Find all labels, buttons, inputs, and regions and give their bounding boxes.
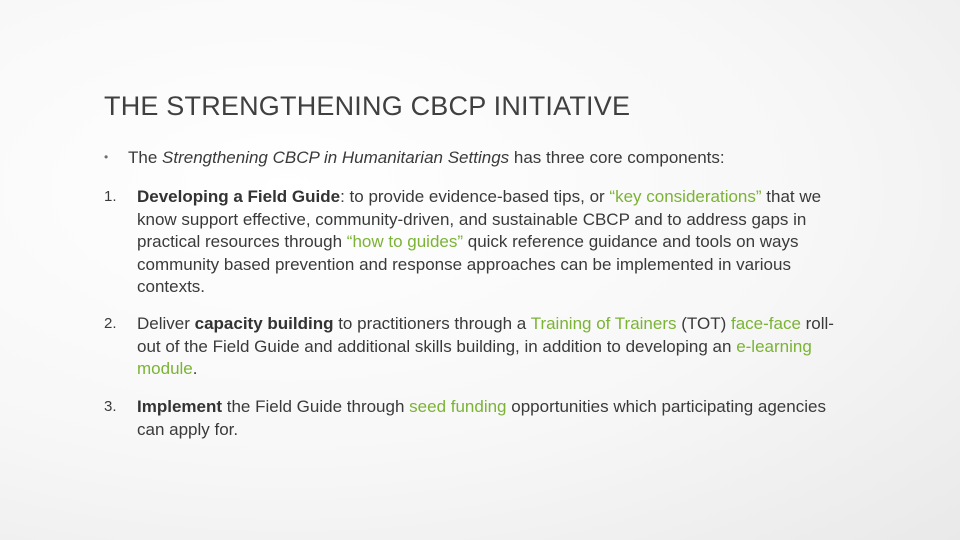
item-number: 3.	[104, 398, 117, 415]
item-text-part: quick reference guidance and tools on ways community based prevention and response approaches can be implemented in various contexts.	[137, 232, 799, 297]
item-text-part: roll-out of the Field Guide and additional skills building, in addition to developing an	[137, 314, 834, 356]
highlight-face-face: face-face	[730, 314, 801, 333]
item-text-part: : to provide evidence-based tips, or	[340, 187, 610, 206]
intro-prefix: The	[128, 148, 163, 167]
intro-bullet	[104, 148, 725, 168]
highlight-seed-funding: seed funding	[409, 397, 507, 416]
intro-suffix: has three core components:	[509, 148, 725, 167]
item-bold-lead: Implement	[137, 397, 223, 416]
item-text-part: opportunities which participating agencies can apply for.	[137, 397, 826, 439]
item-text-part: .	[192, 359, 198, 379]
item-text-part: to practitioners through a	[333, 314, 531, 333]
item-text	[137, 313, 847, 381]
item-text-part: Deliver	[137, 314, 195, 333]
item-text	[137, 186, 847, 299]
highlight-e-learning-module: e-learning module	[137, 336, 812, 379]
item-number: 2.	[104, 315, 117, 332]
list-item-implement	[104, 396, 864, 441]
item-bold-lead: Developing a Field Guide	[137, 187, 341, 206]
highlight-key-considerations: “key considerations”	[609, 187, 762, 206]
slide-title: THE STRENGTHENING CBCP INITIATIVE	[104, 91, 631, 121]
highlight-how-to-guides: “how to guides”	[346, 232, 464, 252]
bullet-icon: •	[104, 150, 109, 164]
list-item-field-guide	[104, 186, 864, 299]
item-text-part: the Field Guide through	[222, 397, 410, 416]
item-bold-lead: capacity building	[194, 314, 334, 333]
item-text-part: that we know support effective, community-driven, and sustainable CBCP and to address gaps in practical resources through	[137, 187, 822, 252]
item-text-part: (TOT)	[676, 314, 731, 333]
highlight-training-of-trainers: Training of Trainers	[530, 314, 677, 333]
item-text	[137, 396, 847, 441]
list-item-capacity-building	[104, 313, 864, 381]
item-number: 1.	[104, 188, 117, 205]
program-name: Strengthening CBCP in Humanitarian Settings	[162, 148, 510, 167]
